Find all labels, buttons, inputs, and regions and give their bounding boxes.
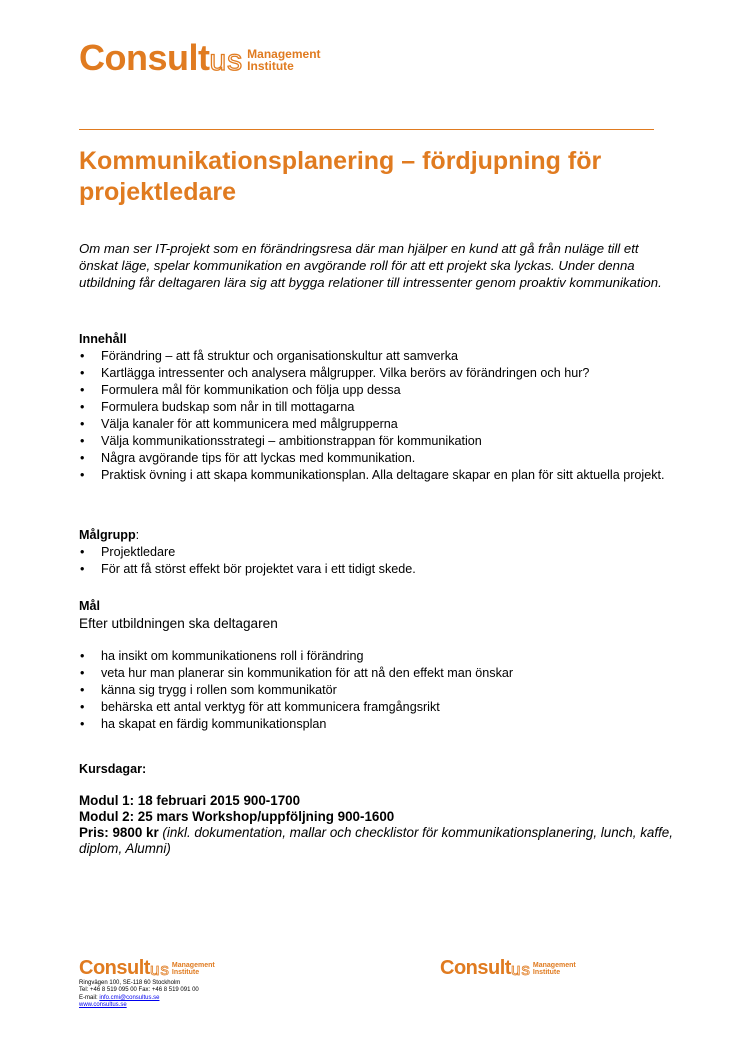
modul-2: Modul 2: 25 mars Workshop/uppföljning 900-1600 — [79, 809, 395, 824]
list-item: • För att få störst effekt bör projektet vara i ett tidigt skede. — [80, 562, 416, 576]
kursdagar-heading: Kursdagar: — [79, 762, 147, 776]
logo-us: us — [209, 44, 244, 77]
list-item: • Välja kanaler för att kommunicera med målgrupperna — [80, 417, 398, 431]
logo-subtitle: Management Institute — [247, 47, 321, 73]
mal-subheading: Efter utbildningen ska deltagaren — [79, 616, 278, 631]
list-item: • behärska ett antal verktyg för att kommunicera framgångsrikt — [80, 700, 440, 714]
innehall-section — [79, 331, 679, 484]
company-logo — [79, 37, 321, 78]
list-item: • Förändring – att få struktur och organisationskultur att samverka — [80, 349, 458, 363]
list-item: • Praktisk övning i att skapa kommunikationsplan. Alla deltagare skapar en plan för sitt aktuella projekt. — [80, 468, 665, 482]
logo-wordmark: Consult — [79, 37, 210, 78]
footer-logo: Consult us Management Institute — [79, 957, 215, 979]
list-item: • Formulera mål för kommunikation och följa upp dessa — [80, 383, 401, 397]
malgrupp-list — [79, 544, 679, 578]
price: Pris: 9800 kr — [79, 825, 159, 840]
innehall-list — [79, 348, 679, 484]
list-item: • ha skapat en färdig kommunikationsplan — [80, 717, 327, 731]
course-details — [79, 793, 679, 857]
price-line — [79, 825, 679, 857]
intro-paragraph: Om man ser IT-projekt som en förändringsresa där man hjälper en kund att gå från nuläge till ett önskat läge, spelar kommunikation en avgörande roll för att ett projekt ska lyckas. Under denna utbildning får deltagaren lära sig att bygga relationer till intressenter genom proaktiv kommunikation. — [79, 241, 662, 290]
mal-list — [79, 648, 679, 733]
mal-section — [79, 598, 679, 733]
innehall-heading: Innehåll — [79, 332, 127, 346]
malgrupp-heading: Målgrupp: — [79, 528, 140, 542]
list-item: • Kartlägga intressenter och analysera målgrupper. Vilka berörs av förändringen och hur? — [80, 366, 590, 380]
footer-logo-right: Consult us Management Institute — [440, 957, 576, 979]
list-item: • Projektledare — [80, 545, 176, 559]
modul-1: Modul 1: 18 februari 2015 900-1700 — [79, 793, 301, 808]
list-item: • känna sig trygg i rollen som kommunikatör — [80, 683, 337, 697]
email-link[interactable]: info.cmi@consultus.se — [99, 994, 160, 1001]
malgrupp-section — [79, 527, 679, 578]
list-item: • veta hur man planerar sin kommunikation för att nå den effekt man önskar — [80, 666, 514, 680]
list-item: • Formulera budskap som når in till mottagarna — [80, 400, 355, 414]
list-item: • Välja kommunikationsstrategi – ambitionstrappan för kommunikation — [80, 434, 482, 448]
page-title: Kommunikationsplanering – fördjupning för projektledare — [79, 147, 602, 206]
header-divider — [79, 129, 654, 130]
list-item: • ha insikt om kommunikationens roll i förändring — [80, 649, 364, 663]
website-link[interactable]: www.consultus.se — [79, 1001, 127, 1008]
footer-address: Ringvägen 100, SE-118 60 Stockholm Tel: +46 8 519 095 00 Fax: +46 8 519 091 00 E-mail: info.cmi@consultus.se www.consultus.se — [79, 980, 199, 1008]
price-note: (inkl. dokumentation, mallar och checklistor för kommunikationsplanering, lunch, kaffe, diplom, Alumni) — [79, 825, 673, 856]
mal-heading: Mål — [79, 599, 100, 613]
list-item: • Några avgörande tips för att lyckas med kommunikation. — [80, 451, 416, 465]
